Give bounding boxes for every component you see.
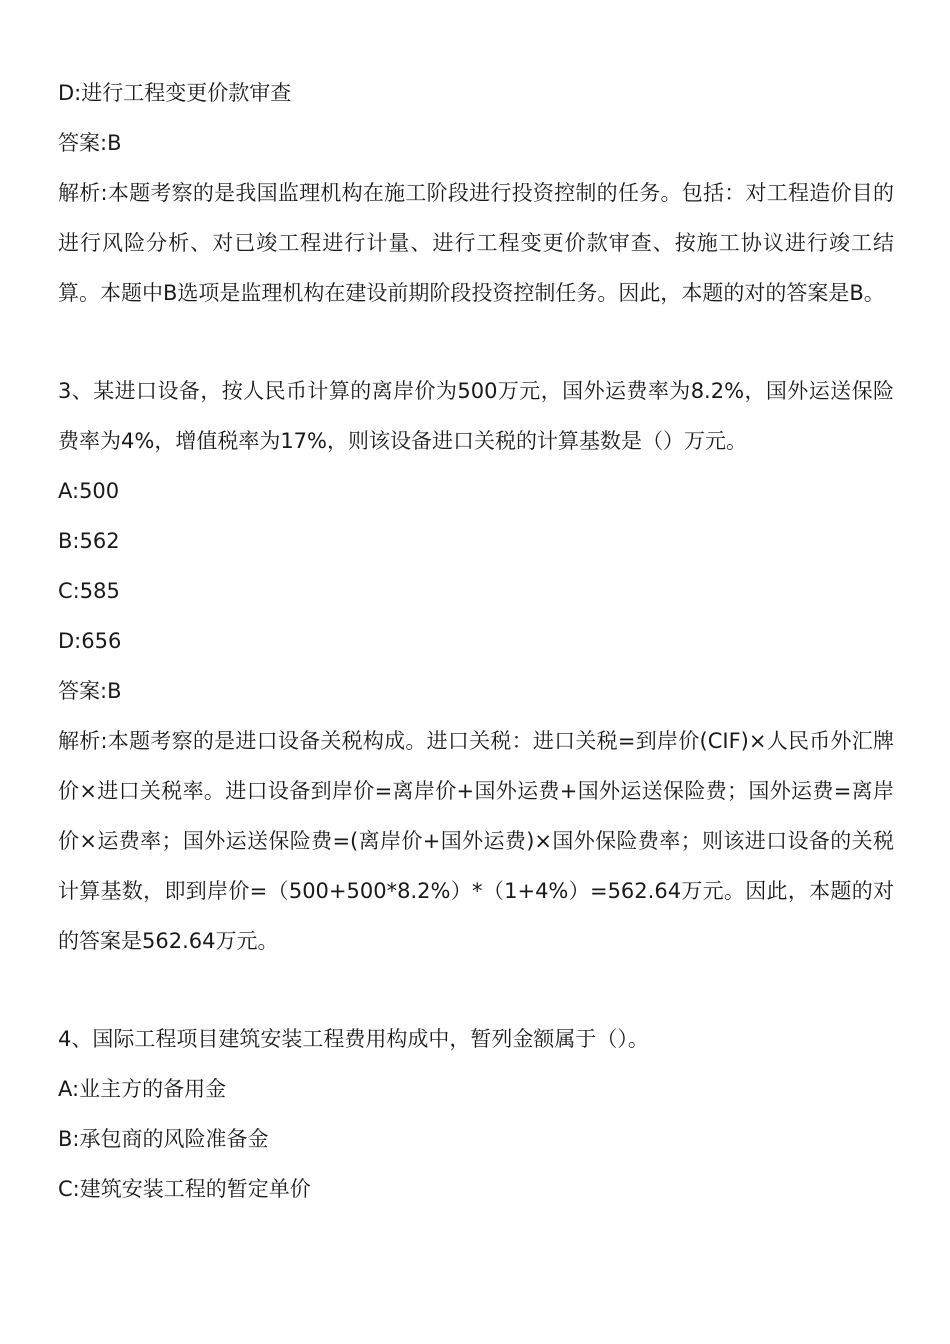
q3-option-a: A:500 bbox=[58, 479, 120, 503]
q4-option-c: C:建筑安装工程的暂定单价 bbox=[58, 1177, 311, 1201]
document-page bbox=[58, 68, 894, 1214]
q4-question: 4、国际工程项目建筑安装工程费用构成中，暂列金额属于（）。 bbox=[58, 1027, 649, 1051]
q3-question: 3、某进口设备，按人民币计算的离岸价为500万元，国外运费率为8.2%，国外运送保险费率为4%，增值税率为17%，则该设备进口关税的计算基数是（）万元。 bbox=[58, 379, 894, 453]
q2-option-d: D:进行工程变更价款审查 bbox=[58, 81, 292, 105]
q2-analysis: 解析:本题考察的是我国监理机构在施工阶段进行投资控制的任务。包括：对工程造价目的进行风险分析、对已竣工程进行计量、进行工程变更价款审查、按施工协议进行竣工结算。本题中B选项是监理机构在建设前期阶段投资控制任务。因此，本题的对的答案是B。 bbox=[58, 181, 894, 305]
q3-option-b: B:562 bbox=[58, 529, 120, 553]
q2-answer: 答案:B bbox=[58, 131, 122, 155]
section-gap bbox=[58, 966, 894, 1014]
q4-option-a: A:业主方的备用金 bbox=[58, 1077, 227, 1101]
q4-option-b: B:承包商的风险准备金 bbox=[58, 1127, 269, 1151]
q3-option-c: C:585 bbox=[58, 579, 120, 603]
q3-answer: 答案:B bbox=[58, 679, 122, 703]
section-gap bbox=[58, 318, 894, 366]
q3-analysis: 解析:本题考察的是进口设备关税构成。进口关税：进口关税=到岸价(CIF)×人民币外汇牌价×进口关税率。进口设备到岸价=离岸价+国外运费+国外运送保险费；国外运费=离岸价×运费率；国外运送保险费=(离岸价+国外运费)×国外保险费率；则该进口设备的关税计算基数，即到岸价=（500+500*8.2%）*（1+4%）=562.64万元。因此，本题的对的答案是562.64万元。 bbox=[58, 729, 894, 953]
q3-option-d: D:656 bbox=[58, 629, 122, 653]
